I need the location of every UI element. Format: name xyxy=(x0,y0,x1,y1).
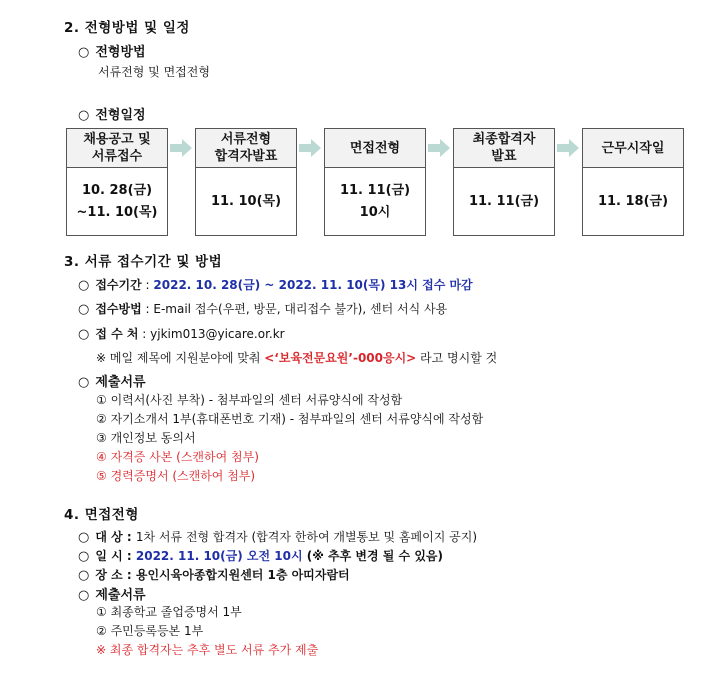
step-body: 11. 10(목) xyxy=(210,194,282,209)
method-value: E-mail 접수(우편, 방문, 대리접수 불가), 센터 서식 사용 xyxy=(153,302,448,316)
date-line xyxy=(78,547,443,564)
interview-docs-list xyxy=(96,603,318,660)
hollow-circle-icon: ○ xyxy=(78,530,90,545)
step-head: 최종합격자 발표 xyxy=(454,129,554,168)
step-box-5 xyxy=(582,128,684,236)
step-box-4 xyxy=(453,128,555,236)
list-item: ① 최종학교 졸업증명서 1부 xyxy=(96,605,242,619)
hollow-circle-icon: ○ xyxy=(78,45,90,60)
list-item: ⑤ 경력증명서 (스캔하여 첨부) xyxy=(96,469,256,483)
step-box-2 xyxy=(195,128,297,236)
list-item: ② 자기소개서 1부(휴대폰번호 기재) - 첨부파일의 센터 서류양식에 작성함 xyxy=(96,412,484,426)
place-line xyxy=(78,566,350,583)
right-arrow-icon xyxy=(170,139,192,157)
method-heading xyxy=(78,41,146,60)
date-value: 2022. 11. 10(금) 오전 10시 xyxy=(135,549,303,563)
section-3-title: 3. 서류 접수기간 및 방법 xyxy=(64,254,223,270)
step-head: 근무시작일 xyxy=(583,129,683,168)
note-highlight: <‘보육전문요원’-000응시> xyxy=(264,351,417,365)
list-item: ② 주민등록등본 1부 xyxy=(96,624,204,638)
hollow-circle-icon: ○ xyxy=(78,375,90,390)
docs-heading xyxy=(78,371,146,390)
list-item: ① 이력서(사진 부착) - 첨부파일의 센터 서류양식에 작성함 xyxy=(96,393,403,407)
period-line xyxy=(78,276,473,293)
step-head: 서류전형 합격자발표 xyxy=(196,129,296,168)
target-label: 대 상 : xyxy=(95,530,136,544)
method-text: 서류전형 및 면접전형 xyxy=(98,65,210,79)
step-body: 10. 28(금) ~11. 10(목) xyxy=(76,183,158,220)
target-line xyxy=(78,528,477,545)
step-body: 11. 18(금) xyxy=(597,194,669,209)
schedule-heading xyxy=(78,104,146,123)
dest-line xyxy=(78,325,285,342)
dest-sep: : xyxy=(138,327,151,341)
place-label: 장 소 : 용인시육아종합지원센터 1층 아띠자람터 xyxy=(95,568,350,582)
date-label: 일 시 : xyxy=(95,549,136,563)
method-line xyxy=(78,300,447,317)
hollow-circle-icon: ○ xyxy=(78,588,90,603)
step-box-3 xyxy=(324,128,426,236)
method-sep: : xyxy=(141,302,154,316)
note-suffix: 라고 명시할 것 xyxy=(416,351,498,365)
docs-heading-text: 제출서류 xyxy=(95,375,146,390)
hollow-circle-icon: ○ xyxy=(78,302,90,317)
hollow-circle-icon: ○ xyxy=(78,549,90,564)
method-label: 접수방법 xyxy=(95,302,142,316)
right-arrow-icon xyxy=(299,139,321,157)
step-box-1 xyxy=(66,128,168,236)
step-body: 11. 11(금) 10시 xyxy=(339,183,411,220)
interview-docs-heading-text: 제출서류 xyxy=(95,588,146,603)
hollow-circle-icon: ○ xyxy=(78,108,90,123)
note-prefix: ※ 메일 제목에 지원분야에 맞춰 xyxy=(96,351,265,365)
hollow-circle-icon: ○ xyxy=(78,278,90,293)
step-head: 채용공고 및 서류접수 xyxy=(67,129,167,168)
list-item: ※ 최종 합격자는 추후 별도 서류 추가 제출 xyxy=(96,643,319,657)
list-item: ③ 개인정보 동의서 xyxy=(96,431,196,445)
section-2-title: 2. 전형방법 및 일정 xyxy=(64,20,190,36)
step-body: 11. 11(금) xyxy=(468,194,540,209)
period-label: 접수기간 xyxy=(95,278,142,292)
method-heading-text: 전형방법 xyxy=(95,45,146,60)
mail-subject-note xyxy=(96,349,497,366)
period-sep: : xyxy=(141,278,154,292)
email-address[interactable]: yjkim013@yicare.or.kr xyxy=(150,327,285,341)
dest-label: 접 수 처 xyxy=(95,327,139,341)
interview-docs-heading xyxy=(78,584,146,603)
hollow-circle-icon: ○ xyxy=(78,568,90,583)
docs-list xyxy=(96,391,483,486)
target-value: 1차 서류 전형 합격자 (합격자 한하여 개별통보 및 홈페이지 공지) xyxy=(135,530,478,544)
right-arrow-icon xyxy=(428,139,450,157)
period-value: 2022. 10. 28(금) ~ 2022. 11. 10(목) 13시 접수 마감 xyxy=(153,278,473,292)
step-head: 면접전형 xyxy=(325,129,425,168)
right-arrow-icon xyxy=(557,139,579,157)
section-4-title: 4. 면접전형 xyxy=(64,507,139,523)
schedule-heading-text: 전형일정 xyxy=(95,108,146,123)
date-note: (※ 추후 변경 될 수 있음) xyxy=(302,549,443,563)
list-item: ④ 자격증 사본 (스캔하여 첨부) xyxy=(96,450,259,464)
hollow-circle-icon: ○ xyxy=(78,327,90,342)
